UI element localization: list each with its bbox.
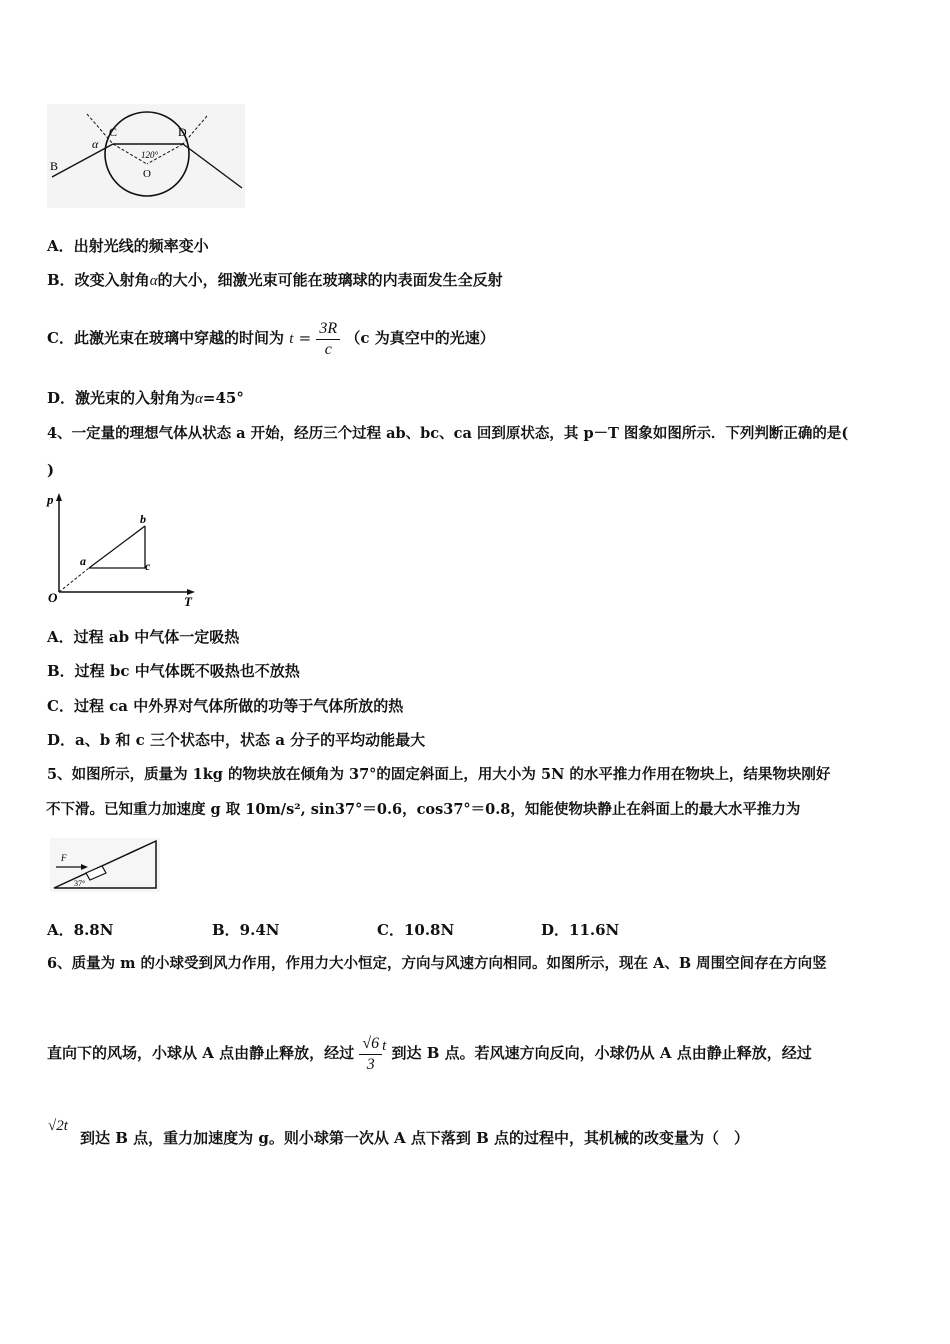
- glass-ball-figure: [47, 104, 245, 208]
- incline-figure: [50, 838, 160, 892]
- q4-stem-cont: ): [47, 461, 55, 479]
- extension-line: [59, 568, 89, 592]
- formula-eq: =: [298, 329, 312, 347]
- q6-line2-post: 到达 B 点。若风速方向反向，小球仍从 A 点由静止释放，经过: [391, 1044, 812, 1062]
- q6-line3: 到达 B 点，重力加速度为 g。则小球第一次从 A 点下落到 B 点的过程中，其机械的改变量为（ ）: [80, 1129, 750, 1147]
- q5-option-a: A．8.8N: [47, 921, 114, 939]
- label-p: p: [47, 492, 54, 507]
- p-axis-arrow: [56, 493, 62, 501]
- q3-option-b-pre: B．改变入射角: [47, 271, 150, 289]
- q3-option-d-pre: D．激光束的入射角为: [47, 389, 196, 407]
- q3-option-d-post: =45°: [202, 389, 244, 407]
- label-d: D: [178, 125, 187, 139]
- q5-option-b: B．9.4N: [212, 921, 280, 939]
- q3-option-b: [47, 270, 503, 291]
- q3-option-d: [47, 388, 244, 409]
- fraction-numerator: √6: [359, 1034, 382, 1055]
- q4-option-d: D．a、b 和 c 三个状态中，状态 a 分子的平均动能最大: [47, 731, 426, 749]
- label-o: O: [143, 168, 151, 180]
- alpha-symbol: α: [195, 391, 203, 407]
- formula-t: t: [289, 331, 294, 347]
- formula-fraction: [316, 319, 340, 360]
- sqrt2t-expression: √2t: [48, 1118, 68, 1134]
- q4-option-c: C．过程 ca 中外界对气体所做的功等于气体所放的热: [47, 697, 404, 715]
- q5-option-d: D．11.6N: [541, 921, 620, 939]
- q3-option-c-pre: C．此激光束在玻璃中穿越的时间为: [47, 329, 284, 347]
- formula-t: t: [382, 1038, 387, 1054]
- label-angle: 37°: [74, 879, 86, 888]
- label-alpha: α: [92, 137, 99, 151]
- label-a: a: [80, 554, 86, 568]
- q5-stem: 5、如图所示，质量为 1kg 的物块放在倾角为 37°的固定斜面上，用大小为 5N 的水平推力作用在物块上，结果物块刚好: [47, 766, 831, 783]
- label-f: F: [61, 853, 67, 863]
- sqrt6-over-3-fraction: [359, 1034, 382, 1075]
- q4-option-a: A．过程 ab 中气体一定吸热: [47, 628, 240, 646]
- q6-stem: 6、质量为 m 的小球受到风力作用，作用力大小恒定，方向与风速方向相同。如图所示，现在 A、B 周围空间存在方向竖: [47, 955, 827, 972]
- q4-stem: 4、一定量的理想气体从状态 a 开始，经历三个过程 ab、bc、ca 回到原状态，其 p－T 图象如图所示．下列判断正确的是(: [47, 425, 849, 442]
- q3-option-c-post: （c 为真空中的光速）: [345, 329, 495, 347]
- label-angle: 120°: [141, 150, 159, 160]
- process-ab: [89, 526, 145, 568]
- q5-option-c: C．10.8N: [377, 921, 455, 939]
- q5-stem-cont: 不下滑。已知重力加速度 g 取 10m/s², sin37°＝0.6，cos37°＝0.8，知能使物块静止在斜面上的最大水平推力为: [46, 801, 801, 818]
- label-b: B: [50, 159, 59, 173]
- label-c: C: [109, 125, 118, 139]
- p-t-graph: [42, 490, 202, 610]
- q6-line2: [47, 1018, 812, 1081]
- q3-option-a: A．出射光线的频率变小: [47, 237, 209, 255]
- label-t: T: [184, 594, 192, 609]
- q3-option-c: [47, 316, 495, 361]
- q4-option-b: B．过程 bc 中气体既不吸热也不放热: [47, 662, 300, 680]
- label-c: c: [145, 559, 151, 573]
- fraction-denominator: c: [324, 340, 332, 358]
- label-b: b: [140, 512, 146, 526]
- q3-option-b-post: 的大小，细激光束可能在玻璃球的内表面发生全反射: [157, 271, 503, 289]
- q6-line2-pre: 直向下的风场，小球从 A 点由静止释放，经过: [47, 1044, 355, 1062]
- fraction-denominator: 3: [366, 1055, 375, 1073]
- fraction-numerator: 3R: [316, 319, 340, 340]
- alpha-symbol: α: [149, 273, 158, 289]
- label-o: O: [48, 590, 58, 605]
